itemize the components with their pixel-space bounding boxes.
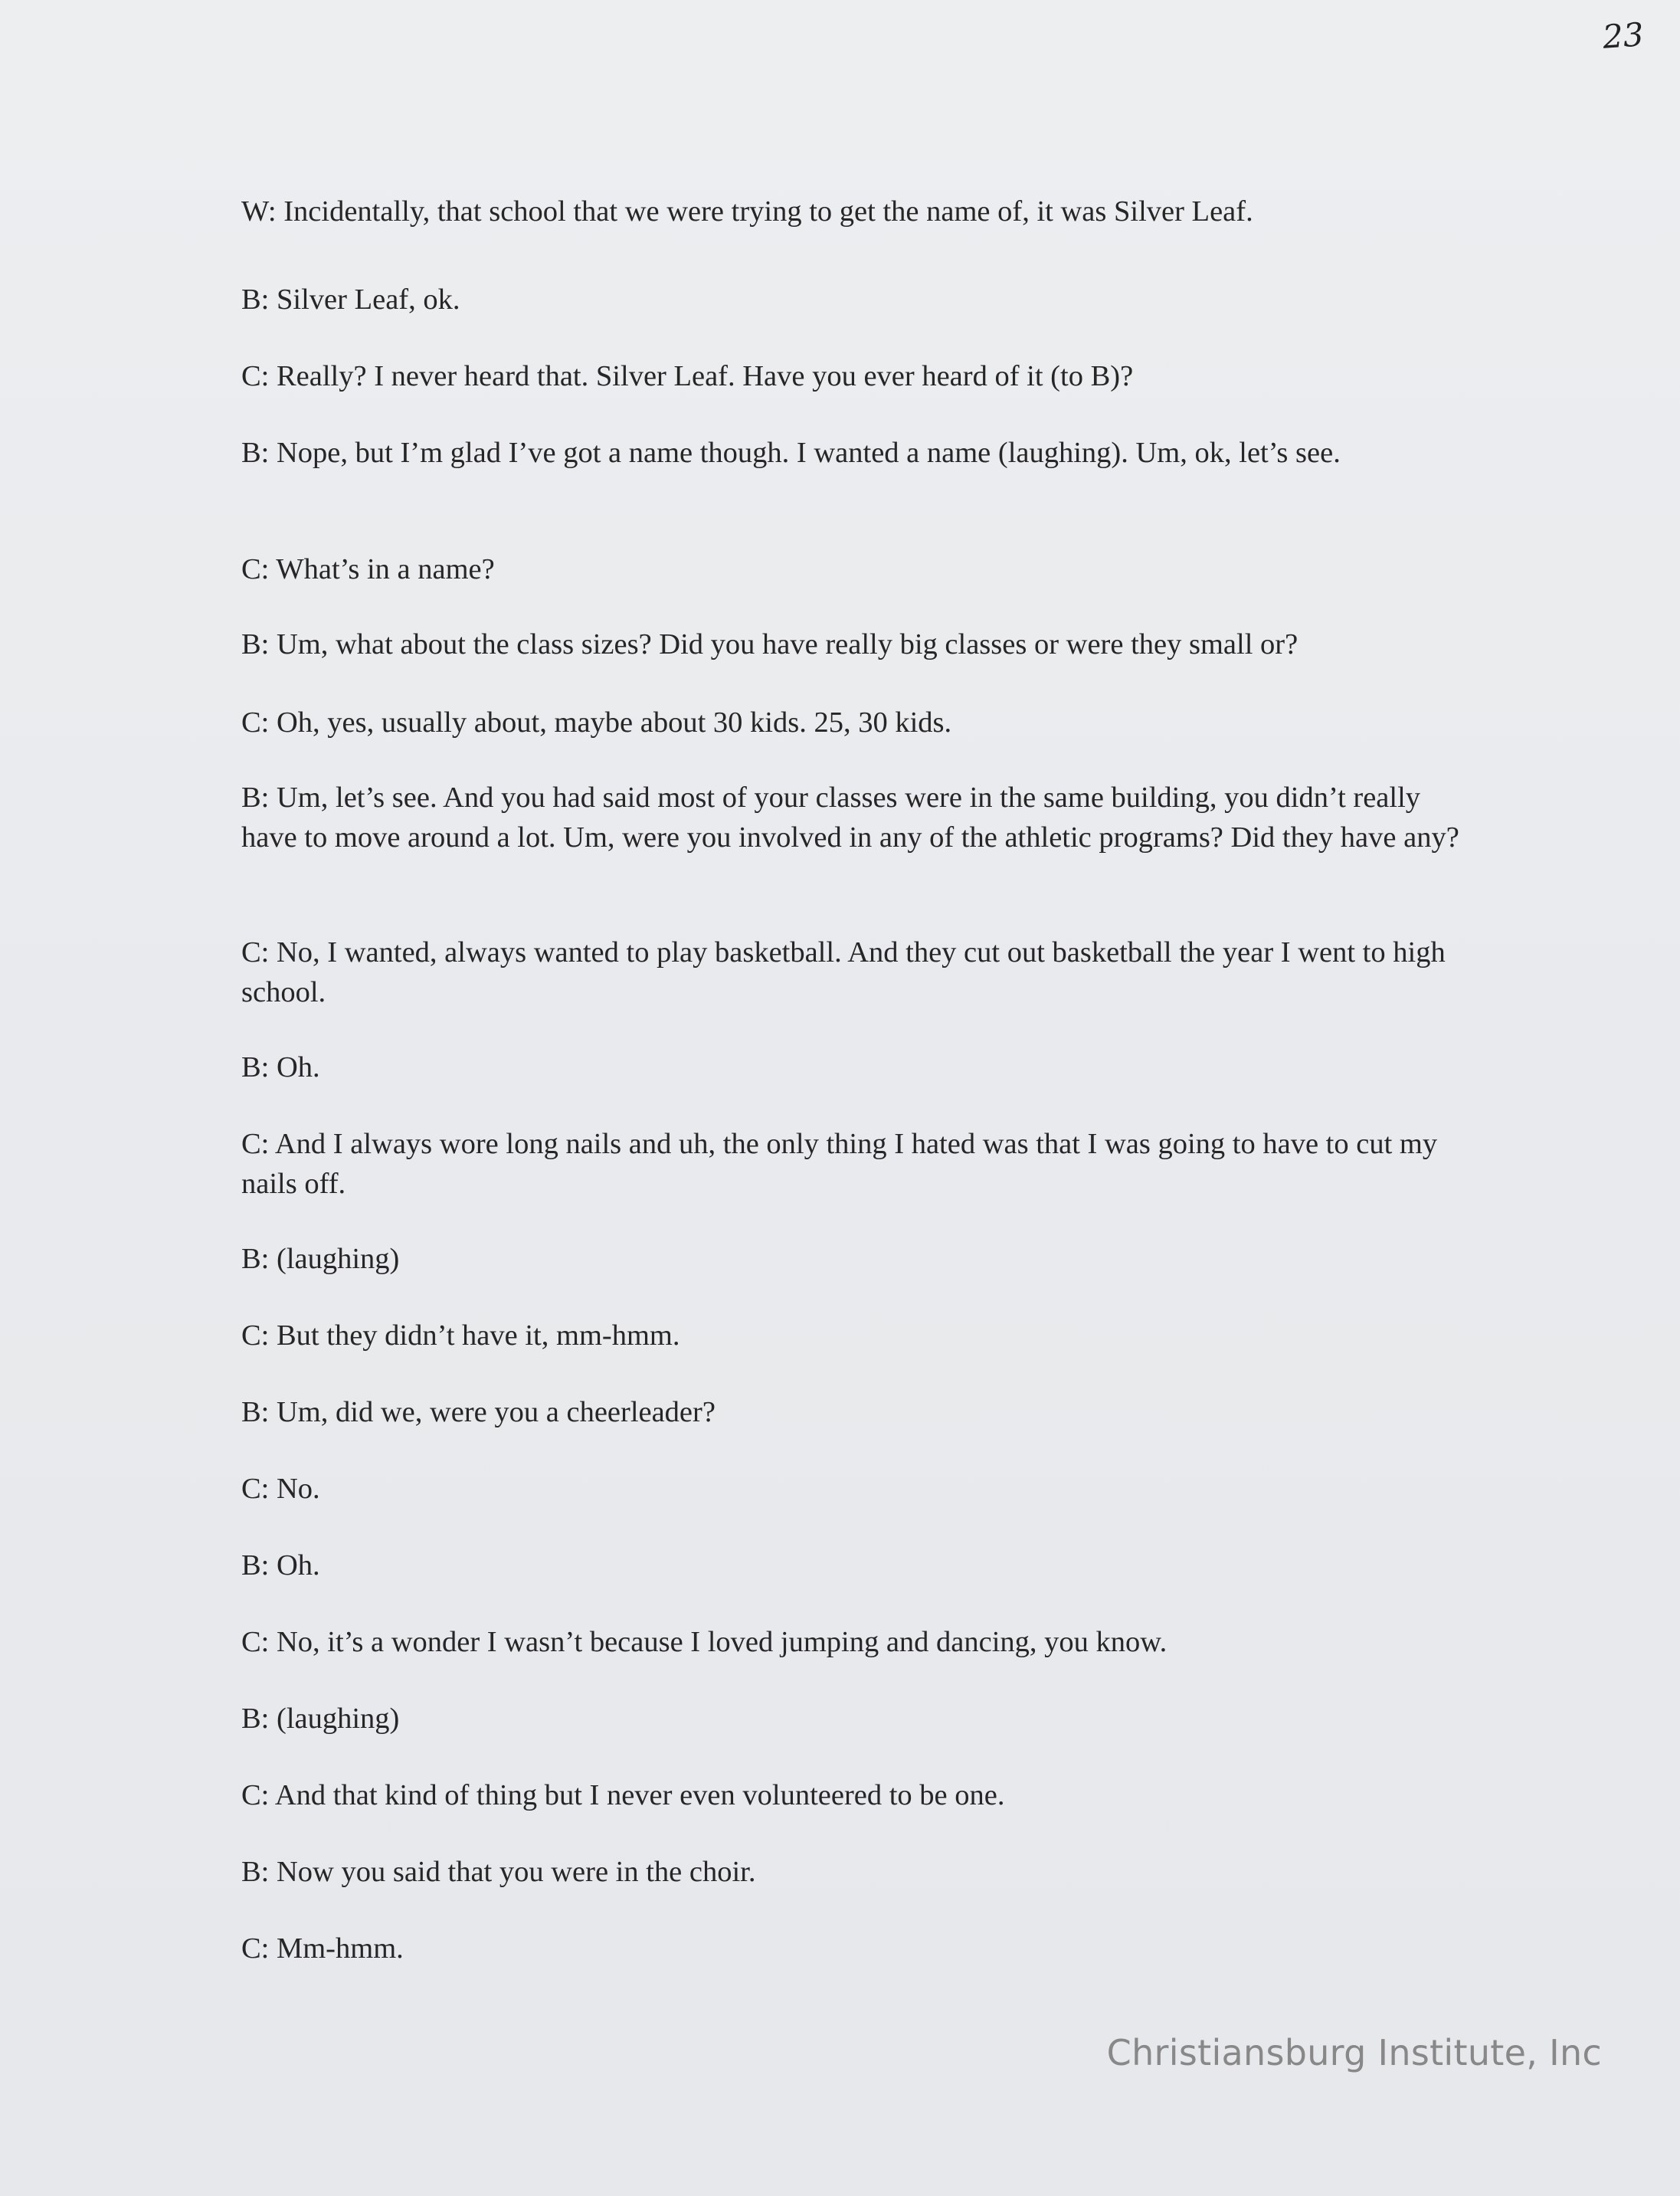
utterance: C: No, it’s a wonder I wasn’t because I loved jumping and dancing, you know. <box>241 1626 1167 1658</box>
utterance: C: Oh, yes, usually about, maybe about 30 kids. 25, 30 kids. <box>241 706 952 739</box>
utterance: C: No, I wanted, always wanted to play basketball. And they cut out basketball the year I went to high school. <box>241 936 1446 1008</box>
page-number: 23 <box>1600 15 1645 56</box>
utterance: B: Now you said that you were in the choir. <box>241 1856 756 1888</box>
utterance: B: (laughing) <box>241 1243 400 1275</box>
utterance: C: And that kind of thing but I never even volunteered to be one. <box>241 1779 1005 1811</box>
utterance: B: Nope, but I’m glad I’ve got a name though. I wanted a name (laughing). Um, ok, let’s see. <box>241 437 1341 469</box>
utterance: B: Um, let’s see. And you had said most of your classes were in the same building, you didn’t really have to move around a lot. Um, were you involved in any of the athletic programs? Did they have any? <box>241 782 1459 854</box>
utterance: B: (laughing) <box>241 1703 400 1735</box>
utterance: B: Oh. <box>241 1549 320 1581</box>
utterance: C: But they didn’t have it, mm-hmm. <box>241 1319 680 1352</box>
utterance: B: Um, what about the class sizes? Did you have really big classes or were they small or? <box>241 628 1298 660</box>
utterance: C: What’s in a name? <box>241 553 495 585</box>
utterance: B: Silver Leaf, ok. <box>241 284 460 316</box>
utterance: W: Incidentally, that school that we were trying to get the name of, it was Silver Leaf. <box>241 195 1253 228</box>
watermark: Christiansburg Institute, Inc <box>1106 2032 1602 2073</box>
utterance: B: Oh. <box>241 1051 320 1083</box>
utterance: C: And I always wore long nails and uh, the only thing I hated was that I was going to have to cut my nails off. <box>241 1128 1438 1200</box>
utterance: C: No. <box>241 1473 320 1505</box>
utterance: C: Mm-hmm. <box>241 1932 404 1965</box>
utterance: C: Really? I never heard that. Silver Leaf. Have you ever heard of it (to B)? <box>241 360 1134 392</box>
utterance: B: Um, did we, were you a cheerleader? <box>241 1396 716 1428</box>
